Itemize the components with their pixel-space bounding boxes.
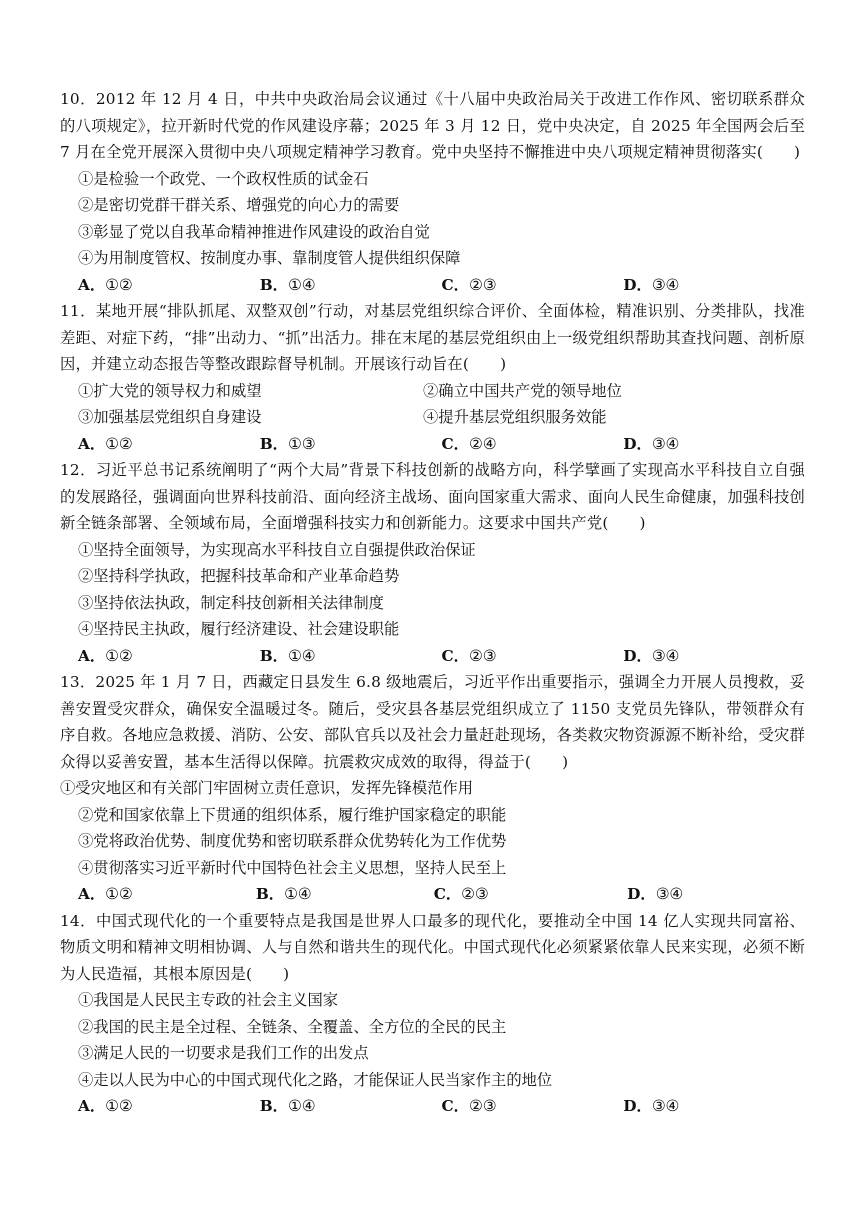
answer-c[interactable]: C．②③ (441, 646, 497, 665)
answer-choices (60, 431, 805, 458)
answer-a[interactable]: A．①② (78, 1097, 133, 1115)
question-stem: 13．2025 年 1 月 7 日，西藏定日县发生 6.8 级地震后，习近平作出重要指示，强调全力开展人员搜救，妥善安置受灾群众，确保安全温暖过冬。随后，受灾县各基层党组织成立了 1150 支党员先锋队，带领群众有序自救。各地应急救援、消防、公安、部队官兵以及社会力量赶赴现场，各类救灾物资源源不断补给，受灾群众得以妥善安置，基本生活得以保障。抗震救灾成效的取得，得益于( ) (60, 673, 805, 771)
option-row (60, 378, 805, 405)
answer-c[interactable]: C．②④ (441, 434, 497, 453)
exam-page (60, 86, 805, 1120)
answer-a[interactable]: A．①② (78, 434, 133, 453)
option-3: ③加强基层党组织自身建设 (78, 408, 262, 426)
answer-c[interactable]: C．②③ (433, 885, 489, 903)
answer-choices (60, 272, 805, 299)
option-4: ④坚持民主执政，履行经济建设、社会建设职能 (78, 620, 400, 638)
answer-d[interactable]: D．③④ (623, 1097, 680, 1115)
answer-a[interactable]: A．①② (78, 885, 133, 903)
option-2: ②我国的民主是全过程、全链条、全覆盖、全方位的全民的民主 (78, 1017, 507, 1036)
option-2: ②确立中国共产党的领导地位 (423, 381, 622, 400)
answer-a[interactable]: A．①② (78, 275, 133, 294)
option-1: ①是检验一个政党、一个政权性质的试金石 (78, 169, 369, 188)
option-2: ②党和国家依靠上下贯通的组织体系，履行维护国家稳定的职能 (78, 805, 507, 824)
answer-b[interactable]: B．①④ (255, 885, 312, 903)
answer-d[interactable]: D．③④ (623, 434, 680, 453)
option-3: ③坚持依法执政，制定科技创新相关法律制度 (78, 593, 384, 612)
answer-choices (60, 643, 805, 670)
answer-b[interactable]: B．①④ (259, 275, 316, 294)
answer-a[interactable]: A．①② (78, 646, 133, 665)
option-3: ③党将政治优势、制度优势和密切联系群众优势转化为工作优势 (78, 832, 507, 850)
answer-choices (60, 1093, 805, 1120)
option-1: ①坚持全面领导，为实现高水平科技自立自强提供政治保证 (78, 540, 476, 559)
option-1: ①我国是人民民主专政的社会主义国家 (78, 991, 339, 1009)
option-3: ③满足人民的一切要求是我们工作的出发点 (78, 1044, 369, 1062)
answer-d[interactable]: D．③④ (623, 646, 680, 665)
option-2: ②是密切党群干群关系、增强党的向心力的需要 (78, 196, 400, 214)
answer-b[interactable]: B．①④ (259, 646, 316, 665)
answer-choices (60, 881, 805, 908)
answer-b[interactable]: B．①④ (259, 1097, 316, 1115)
option-1: ①受灾地区和有关部门牢固树立责任意识，发挥先锋模范作用 (60, 779, 474, 797)
answer-b[interactable]: B．①③ (259, 434, 316, 453)
option-4: ④走以人民为中心的中国式现代化之路，才能保证人民当家作主的地位 (78, 1070, 553, 1089)
answer-d[interactable]: D．③④ (627, 885, 684, 903)
answer-c[interactable]: C．②③ (441, 1097, 497, 1115)
question-stem: 10．2012 年 12 月 4 日，中共中央政治局会议通过《十八届中央政治局关于改进工作作风、密切联系群众的八项规定》，拉开新时代党的作风建设序幕；2025 年 3 月 12 日，党中央决定，自 2025 年全国两会后至 7 月在全党开展深入贯彻中央八项规定精神学习教育。党中央坚持不懈推进中央八项规定精神贯彻落实( ) (60, 90, 805, 161)
option-2: ②坚持科学执政，把握科技革命和产业革命趋势 (78, 567, 400, 585)
answer-c[interactable]: C．②③ (441, 275, 497, 294)
option-row (60, 404, 805, 431)
question-stem: 12．习近平总书记系统阐明了“两个大局”背景下科技创新的战略方向，科学擘画了实现高水平科技自立自强的发展路径，强调面向世界科技前沿、面向经济主战场、面向国家重大需求、面向人民生命健康，加强科技创新全链条部署、全领域布局，全面增强科技实力和创新能力。这要求中国共产党( ) (60, 461, 805, 532)
question-13 (60, 669, 805, 908)
option-4: ④贯彻落实习近平新时代中国特色社会主义思想，坚持人民至上 (78, 858, 507, 877)
option-3: ③彰显了党以自我革命精神推进作风建设的政治自觉 (78, 222, 430, 241)
question-14 (60, 908, 805, 1120)
question-12 (60, 457, 805, 669)
question-10 (60, 86, 805, 298)
answer-d[interactable]: D．③④ (623, 275, 680, 294)
question-11 (60, 298, 805, 457)
option-4: ④提升基层党组织服务效能 (423, 408, 607, 426)
question-stem: 11．某地开展“排队抓尾、双整双创”行动，对基层党组织综合评价、全面体检，精准识别、分类排队，找准差距、对症下药，“排”出动力、“抓”出活力。排在末尾的基层党组织由上一级党组织帮助其查找问题、剖析原因，并建立动态报告等整改跟踪督导机制。开展该行动旨在( ) (60, 302, 805, 373)
option-1: ①扩大党的领导权力和威望 (78, 381, 262, 400)
option-4: ④为用制度管权、按制度办事、靠制度管人提供组织保障 (78, 249, 461, 267)
question-stem: 14．中国式现代化的一个重要特点是我国是世界人口最多的现代化，要推动全中国 14 亿人实现共同富裕、物质文明和精神文明相协调、人与自然和谐共生的现代化。中国式现代化必须紧紧依靠人民来实现，必须不断为人民造福，其根本原因是( ) (60, 911, 805, 983)
